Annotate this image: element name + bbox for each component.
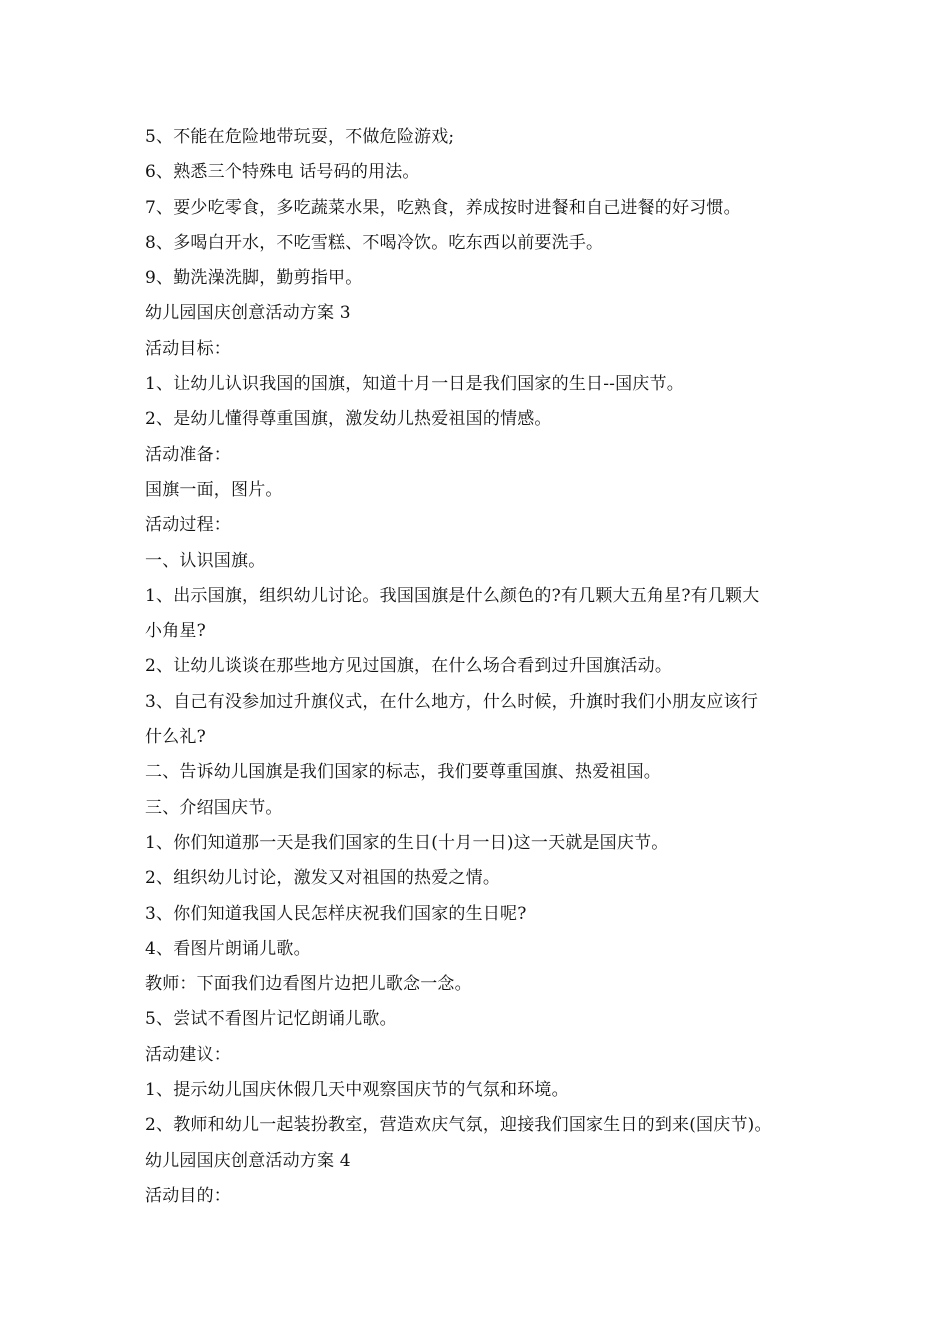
process-item-1-1: 1、出示国旗，组织幼儿讨论。我国国旗是什么颜色的?有几颗大五角星?有几颗大 <box>145 585 760 606</box>
teacher-line: 教师：下面我们边看图片边把儿歌念一念。 <box>145 974 472 995</box>
subheading-purpose: 活动目的： <box>145 1185 231 1206</box>
subheading-goals: 活动目标： <box>145 338 231 359</box>
list-item-5: 5、不能在危险地带玩耍，不做危险游戏; <box>145 127 455 147</box>
list-item-6: 6、熟悉三个特殊电 话号码的用法。 <box>145 162 420 183</box>
goal-item-2: 2、是幼儿懂得尊重国旗，激发幼儿热爱祖国的情感。 <box>145 409 552 430</box>
list-item-7: 7、要少吃零食，多吃蔬菜水果，吃熟食，养成按时进餐和自己进餐的好习惯。 <box>145 197 741 218</box>
preparation-text: 国旗一面，图片。 <box>145 479 283 500</box>
process-item-3-5: 5、尝试不看图片记忆朗诵儿歌。 <box>145 1009 397 1030</box>
process-item-1-1-cont: 小角星? <box>145 621 206 642</box>
section-heading-plan-3: 幼儿园国庆创意活动方案 3 <box>145 303 351 324</box>
list-item-9: 9、勤洗澡洗脚，勤剪指甲。 <box>145 268 363 289</box>
process-step-3: 三、介绍国庆节。 <box>145 797 283 818</box>
process-item-3-4: 4、看图片朗诵儿歌。 <box>145 938 311 959</box>
document-body <box>145 120 815 1214</box>
section-heading-plan-4: 幼儿园国庆创意活动方案 4 <box>145 1150 351 1171</box>
process-item-1-3: 3、自己有没参加过升旗仪式，在什么地方，什么时候，升旗时我们小朋友应该行 <box>145 691 759 712</box>
process-item-3-1: 1、你们知道那一天是我们国家的生日(十月一日)这一天就是国庆节。 <box>145 832 669 853</box>
process-item-3-3: 3、你们知道我国人民怎样庆祝我们国家的生日呢? <box>145 903 527 924</box>
process-step-1: 一、认识国旗。 <box>145 550 266 571</box>
goal-item-1: 1、让幼儿认识我国的国旗，知道十月一日是我们国家的生日--国庆节。 <box>145 374 684 395</box>
process-item-1-2: 2、让幼儿谈谈在那些地方见过国旗，在什么场合看到过升国旗活动。 <box>145 656 673 677</box>
process-item-3-2: 2、组织幼儿讨论，激发又对祖国的热爱之情。 <box>145 868 501 889</box>
suggestion-item-2: 2、教师和幼儿一起装扮教室，营造欢庆气氛，迎接我们国家生日的到来(国庆节)。 <box>145 1115 772 1136</box>
list-item-8: 8、多喝白开水，不吃雪糕、不喝冷饮。吃东西以前要洗手。 <box>145 232 604 253</box>
process-step-2: 二、告诉幼儿国旗是我们国家的标志，我们要尊重国旗、热爱祖国。 <box>145 762 661 783</box>
subheading-preparation: 活动准备： <box>145 444 231 465</box>
subheading-process: 活动过程： <box>145 515 231 536</box>
subheading-suggestions: 活动建议： <box>145 1044 231 1065</box>
suggestion-item-1: 1、提示幼儿国庆休假几天中观察国庆节的气氛和环境。 <box>145 1080 569 1101</box>
process-item-1-3-cont: 什么礼? <box>145 727 206 748</box>
